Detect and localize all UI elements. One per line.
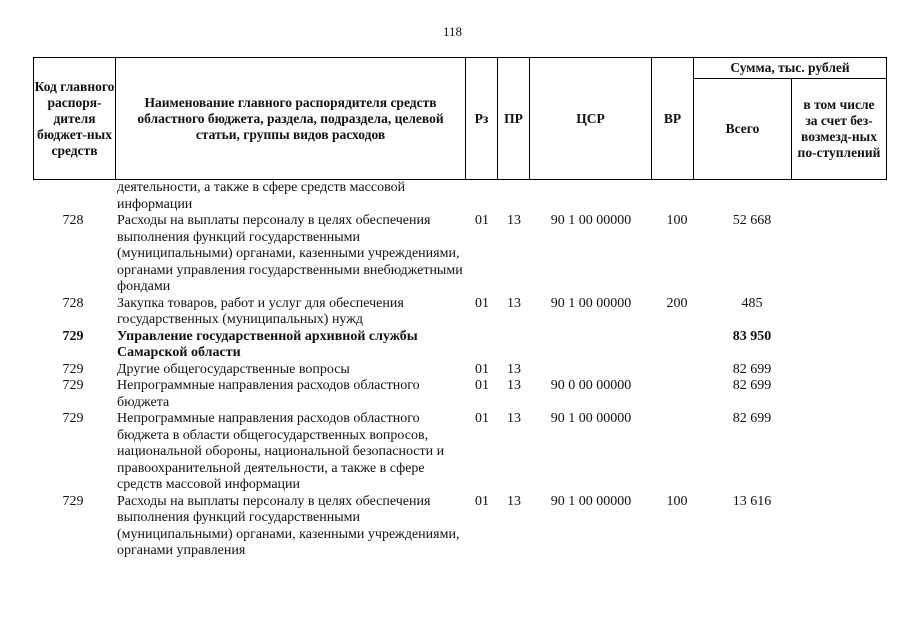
row-code: 729 — [62, 378, 84, 393]
row-rz: 01 — [475, 378, 489, 393]
row-name: Расходы на выплаты персоналу в целях обеспечения выполнения функций государственными (муниципальными) органами, казенными учреждениями, органами управления — [117, 493, 460, 558]
row-rz: 01 — [475, 411, 489, 426]
header-code: Код главного распоря-дителя бюджет-ных средств — [34, 58, 116, 179]
table-body — [33, 180, 887, 560]
row-total: 82 699 — [732, 411, 772, 426]
row-name: Непрограммные направления расходов областного бюджета — [117, 378, 420, 410]
table-row — [33, 494, 887, 560]
row-code: 729 — [62, 493, 84, 509]
row-name: Непрограммные направления расходов областного бюджета в области общегосударственных вопросов, национальной обороны, национальной безопасности и правоохранительной деятельности, а также в сфере средств массовой информации — [117, 411, 445, 492]
row-name: Управление государственной архивной службы Самарской области — [117, 328, 418, 360]
row-csr: 90 1 00 00000 — [550, 411, 632, 426]
header-rz: Рз — [466, 58, 498, 179]
row-total: 485 — [741, 295, 763, 311]
row-code: 729 — [62, 328, 84, 344]
row-pr: 13 — [507, 411, 521, 426]
row-pr: 13 — [507, 493, 521, 509]
row-csr: 90 0 00 00000 — [550, 378, 632, 393]
row-vr: 100 — [666, 493, 688, 509]
header-pr: ПР — [498, 58, 530, 179]
header-name: Наименование главного распорядителя средств областного бюджета, раздела, подраздела, целевой статьи, группы видов расходов — [116, 58, 466, 179]
table-header — [33, 57, 887, 180]
header-csr: ЦСР — [530, 58, 652, 179]
table-row — [33, 213, 887, 296]
table-row — [33, 329, 887, 362]
row-code: 728 — [62, 213, 84, 228]
row-name: Другие общегосударственные вопросы — [117, 361, 350, 377]
row-pr: 13 — [507, 361, 521, 377]
row-total: 82 699 — [732, 378, 772, 393]
header-free: в том числе за счет без-возмезд-ных по-ступлений — [797, 96, 881, 160]
header-vr: ВР — [652, 58, 694, 179]
row-pr: 13 — [507, 213, 521, 228]
header-total: Всего — [694, 78, 792, 179]
table-row — [33, 378, 887, 411]
row-name: Расходы на выплаты персоналу в целях обеспечения выполнения функций государственными (муниципальными) органами, казенными учреждениями, органами управления государственными внебюджетными фондами — [117, 213, 463, 294]
row-total: 82 699 — [732, 361, 772, 377]
table-row — [33, 180, 887, 213]
row-total: 83 950 — [732, 328, 772, 344]
row-name: деятельности, а также в сфере средств массовой информации — [117, 180, 406, 212]
row-pr: 13 — [507, 295, 521, 311]
row-vr: 200 — [666, 295, 688, 311]
page-number: 118 — [442, 24, 463, 39]
row-rz: 01 — [475, 361, 489, 377]
row-pr: 13 — [507, 378, 521, 393]
row-rz: 01 — [475, 213, 489, 228]
row-name: Закупка товаров, работ и услуг для обеспечения государственных (муниципальных) нужд — [117, 295, 404, 327]
row-csr: 90 1 00 00000 — [550, 295, 632, 311]
table-row — [33, 411, 887, 494]
table-row — [33, 362, 887, 379]
row-rz: 01 — [475, 493, 489, 509]
header-sum: Сумма, тыс. рублей — [694, 58, 886, 79]
row-rz: 01 — [475, 295, 489, 311]
row-csr: 90 1 00 00000 — [550, 493, 632, 509]
budget-table — [33, 57, 887, 560]
row-csr: 90 1 00 00000 — [550, 213, 632, 228]
row-total: 52 668 — [732, 213, 772, 228]
table-row — [33, 296, 887, 329]
row-code: 729 — [62, 411, 84, 426]
row-vr: 100 — [666, 213, 688, 228]
row-code: 728 — [62, 295, 84, 311]
row-total: 13 616 — [732, 493, 772, 509]
row-code: 729 — [62, 361, 84, 377]
